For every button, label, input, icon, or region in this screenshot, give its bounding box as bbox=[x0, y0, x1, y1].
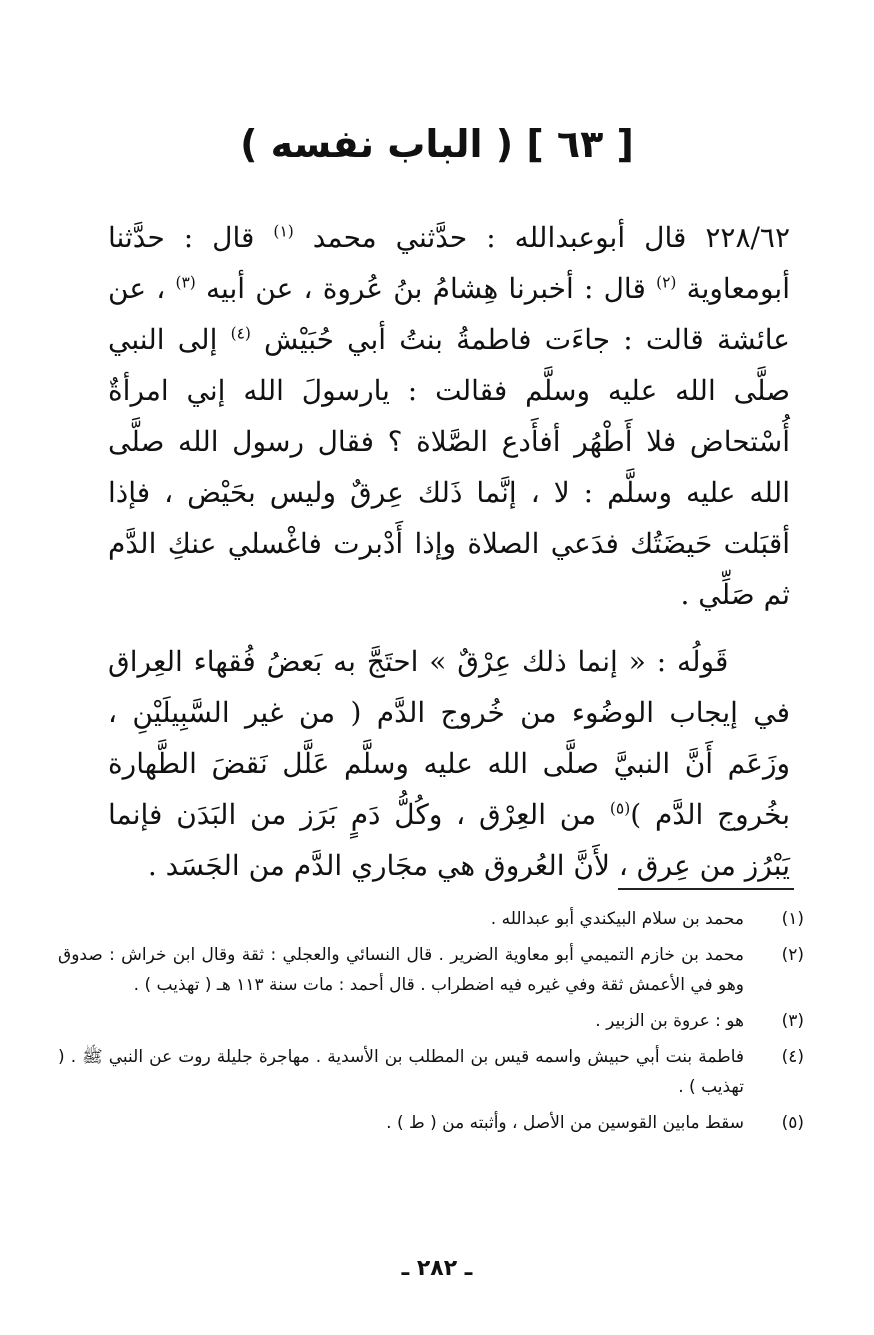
commentary-text-2: من العِرْق ، وكُلُّ دَمٍ بَرَز من البَدَن فإنما يَبْرُز من عِرق ، لأَنَّ العُروق هي مجَاري الدَّم من الجَسَد . bbox=[108, 798, 790, 882]
footnote-ref-5[interactable]: (٥) bbox=[609, 799, 631, 818]
footnote-ref-1[interactable]: (١) bbox=[273, 222, 294, 241]
chapter-title: [ ٦٣ ] ( الباب نفسه ) bbox=[240, 122, 634, 166]
footnote-text: هو : عروة بن الزبير . bbox=[595, 1011, 744, 1031]
hadith-text-5: إلى النبي صلَّى الله عليه وسلَّم فقالت : يارسولَ الله إني امرأةٌ أُسْتحاض فلا أَطْهُر أفأَدع الصَّلاة ؟ فقال رسول الله صلَّى الله عليه وسلَّم : لا ، إنَّما ذَلك عِرقٌ وليس بحَيْض ، فإذا أقبَلت حَيضَتُك فدَعي الصلاة وإذا أَدْبرت فاغْسلي عنكِ الدَّم ثم صَلِّي . bbox=[108, 323, 790, 611]
footnote-item bbox=[58, 1006, 804, 1036]
hadith-text-2: قال : حدَّثنا أبومعاوية bbox=[108, 221, 791, 305]
footnote-number: (١) bbox=[781, 909, 804, 929]
footnote-ref-4[interactable]: (٤) bbox=[230, 324, 251, 343]
footnote-ref-3[interactable]: (٣) bbox=[175, 273, 196, 292]
footnote-number: (٢) bbox=[781, 945, 804, 965]
footnote-text: محمد بن سلام البيكندي أبو عبدالله . bbox=[490, 909, 744, 929]
footnote-number: (٥) bbox=[781, 1113, 804, 1133]
footnote-number: (٣) bbox=[781, 1011, 804, 1031]
commentary-text-1: قَولُه : « إنما ذلك عِرْقٌ » احتَجَّ به بَعضُ فُقهاء العِراق في إيجاب الوضُوء من خُروج الدَّم ( من غير السَّبِيلَيْنِ ، وزَعَم أَنَّ النبيَّ صلَّى الله عليه وسلَّم عَلَّل نَقضَ الطَّهارة بخُروج الدَّم ) bbox=[108, 645, 790, 831]
footnote-separator bbox=[618, 888, 794, 890]
footnote-item bbox=[58, 904, 804, 934]
hadith-text-4: ، عن عائشة قالت : جاءَت فاطمةُ بنتُ أبي حُبَيْش bbox=[108, 272, 791, 356]
hadith-text-1: قال أبوعبدالله : حدَّثني محمد bbox=[293, 221, 706, 254]
page-number: ـ ٢٨٢ ـ bbox=[401, 1256, 473, 1281]
footnote-item bbox=[58, 1042, 804, 1102]
hadith-text-3: قال : أخبرنا هِشامُ بنُ عُروة ، عن أبيه bbox=[195, 272, 657, 305]
commentary-paragraph bbox=[108, 636, 790, 891]
footnotes bbox=[58, 904, 804, 1144]
footnote-text: سقط مابين القوسين من الأصل ، وأثبته من ( ط ) . bbox=[386, 1113, 744, 1133]
footnote-ref-2[interactable]: (٢) bbox=[656, 273, 677, 292]
footnote-item bbox=[58, 940, 804, 1000]
footnote-text: محمد بن خازم التميمي أبو معاوية الضرير . قال النسائي والعجلي : ثقة وقال ابن خراش : صدوق وهو في الأعمش ثقة وفي غيره فيه اضطراب . قال أحمد : مات سنة ١١٣ هـ ( تهذيب ) . bbox=[58, 945, 744, 995]
main-text bbox=[108, 212, 790, 891]
hadith-paragraph bbox=[108, 212, 790, 620]
hadith-number: ٢٢٨/٦٢ bbox=[705, 221, 790, 254]
footnote-number: (٤) bbox=[781, 1047, 804, 1067]
footnote-item bbox=[58, 1108, 804, 1138]
footnote-text: فاطمة بنت أبي حبيش واسمه قيس بن المطلب بن الأسدية . مهاجرة جليلة روت عن النبي ﷺ . ( تهذيب ) . bbox=[58, 1047, 744, 1097]
